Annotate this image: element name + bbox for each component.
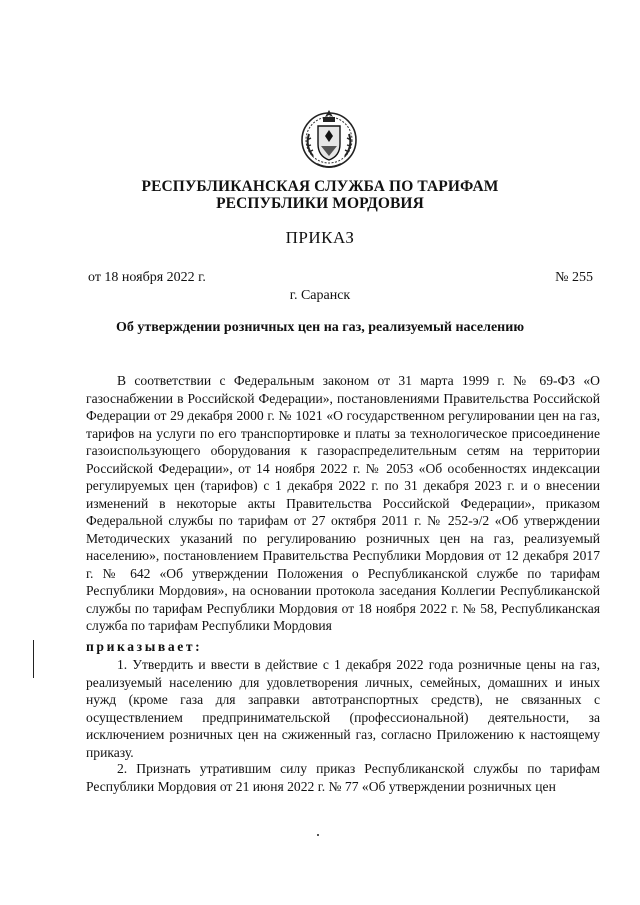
margin-line-mark [33,640,34,678]
clause-2-section [86,760,600,795]
preamble-section [86,372,600,635]
document-number: № 255 [555,270,593,285]
preamble-paragraph: В соответствии с Федеральным законом от 31 марта 1999 г. № 69-ФЗ «О газоснабжении в Российской Федерации», постановлениями Правительства Российской Федерации от 29 декабря 2000 г. № 1021 «О государственном регулировании цен на газ, тарифов на услуги по его транспортировке и платы за технологическое присоединение газоиспользующего оборудования к газораспределительным сетям на территории Российской Федерации», от 14 ноября 2022 г. № 2053 «Об особенностях индексации регулируемых цен (тарифов) с 1 декабря 2022 г. по 31 декабря 2023 г. и о внесении изменений в некоторые акты Правительства Российской Федерации», приказом Федеральной службы по тарифам от 27 октября 2011 г. № 252-э/2 «Об утверждении Методических указаний по регулированию розничных цен на газ, реализуемый населению», постановлением Правительства Республики Мордовия от 12 декабря 2017 г. № 642 «Об утверждении Положения о Республиканской службе по тарифам Республики Мордовия», на основании протокола заседания Коллегии Республиканской службы по тарифам Республики Мордовия от 18 ноября 2022 г. № 58, Республиканская служба по тарифам Республики Мордовия [86,373,600,633]
clause-1-section [86,656,600,761]
organization-name-line1: РЕСПУБЛИКАНСКАЯ СЛУЖБА ПО ТАРИФАМ [141,178,499,195]
document-date: от 18 ноября 2022 г. [88,270,206,285]
organization-name-line2: РЕСПУБЛИКИ МОРДОВИЯ [216,195,424,212]
document-subject: Об утверждении розничных цен на газ, реализуемый населению [115,320,525,335]
clause-2-paragraph: 2. Признать утратившим силу приказ Республиканской службы по тарифам Республики Мордовия от 21 июня 2022 г. № 77 «Об утверждении розничных цен [86,761,600,794]
document-city: г. Саранск [289,288,351,303]
scan-speck [317,834,319,836]
document-type-title: ПРИКАЗ [285,228,355,247]
clause-1-paragraph: 1. Утвердить и ввести в действие с 1 декабря 2022 года розничные цены на газ, реализуемый населению для удовлетворения личных, семейных, домашних и иных нужд (кроме газа для заправки автотранспортных средств), не связанных с осуществлением предпринимательской (профессиональной) деятельности, за исключением розничных цен на сжиженный газ, согласно Приложению к настоящему приказу. [86,657,600,760]
verdict-word: приказывает: [86,639,203,654]
verdict-section [86,638,600,656]
coat-of-arms-emblem [297,104,361,174]
